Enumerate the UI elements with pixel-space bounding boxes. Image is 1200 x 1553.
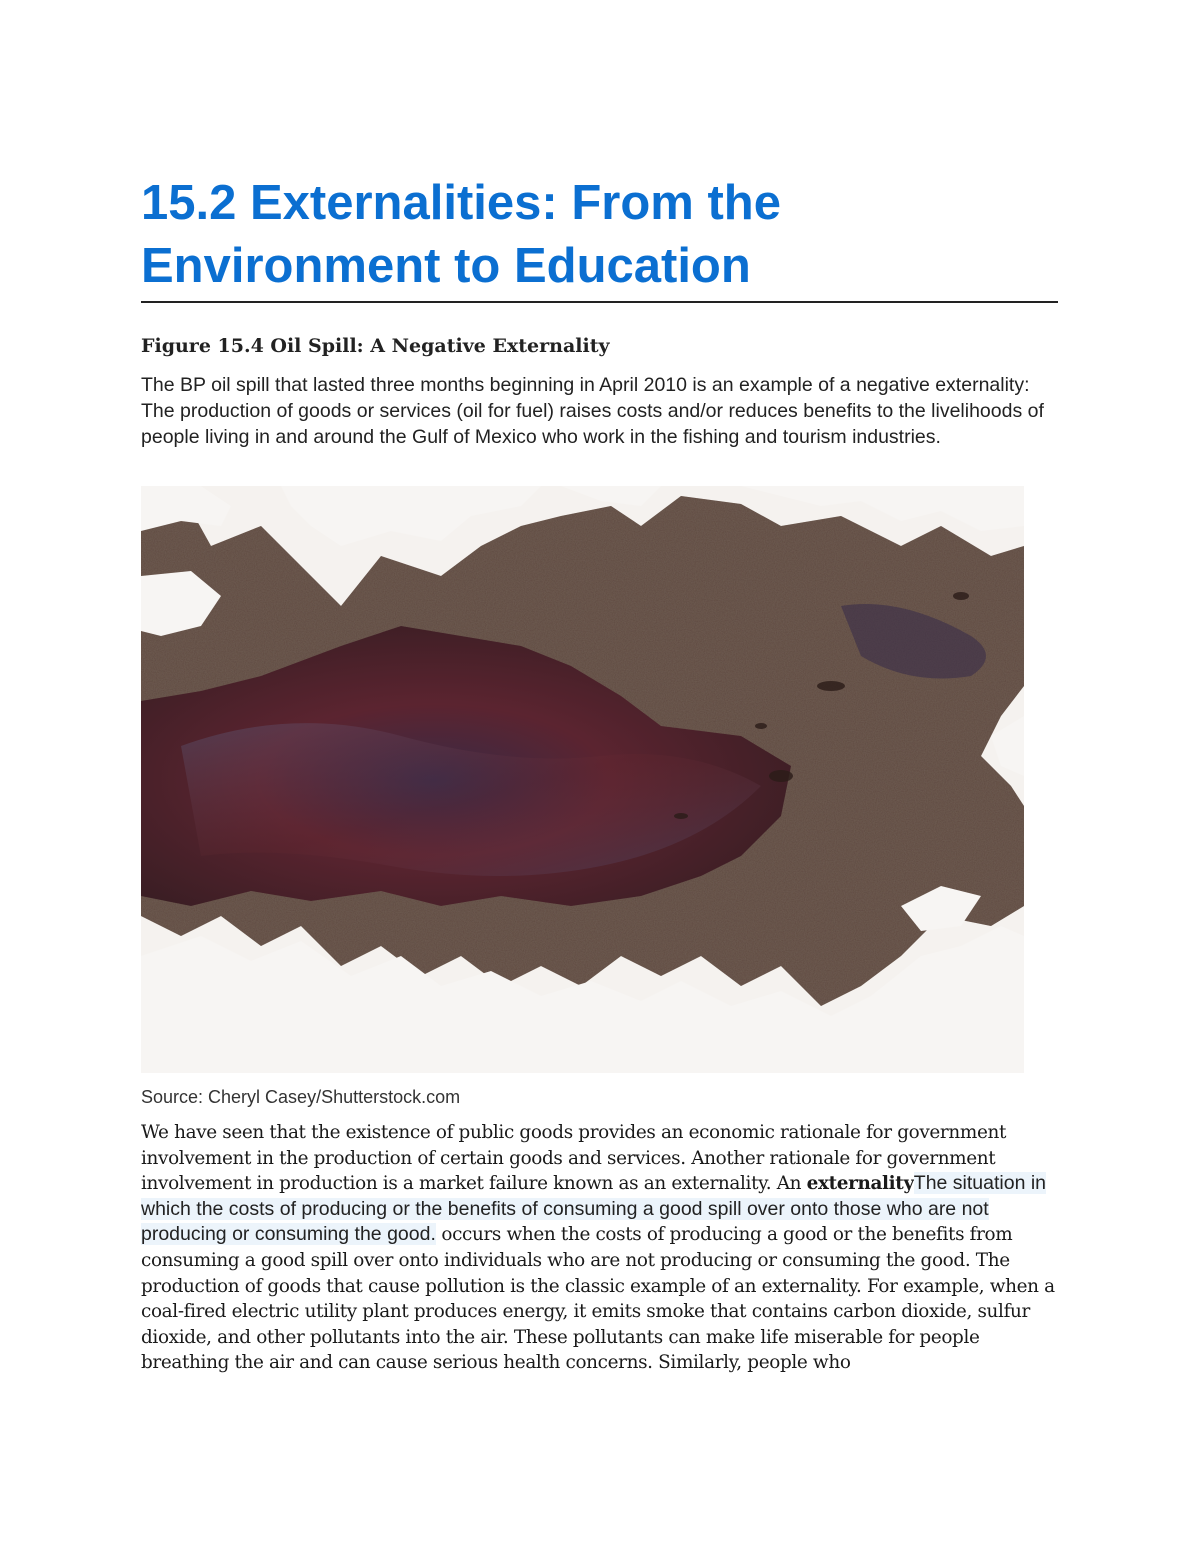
oil-spill-photo (141, 486, 1024, 1073)
body-text-continued: occurs when the costs of producing a good or the benefits from consuming a good spill over onto individuals who are not producing or consuming the good. The production of goods that cause pollution is the classic example of an externality. For example, when a coal-fired electric utility plant produces energy, it emits smoke that contains carbon dioxide, sulfur dioxide, and other pollutants into the air. These pollutants can make life miserable for people breathing the air and can cause serious health concerns. Similarly, people who (141, 1224, 1055, 1374)
glossary-definition: The situation in which the costs of producing or the benefits of consuming a good spill over onto those who are not producing or consuming the good. (141, 1172, 1047, 1246)
title-divider (141, 301, 1058, 303)
figure-caption: Figure 15.4 Oil Spill: A Negative Externality (141, 335, 610, 357)
body-paragraph (141, 1120, 1058, 1376)
image-source-credit: Source: Cheryl Casey/Shutterstock.com (141, 1087, 461, 1107)
oil-spill-image (141, 486, 1024, 1073)
figure-description: The BP oil spill that lasted three months beginning in April 2010 is an example of a negative externality: The production of goods or services (oil for fuel) raises costs and/or reduces benefits to the livelihoods of people living in and around the Gulf of Mexico who work in the fishing and tourism industries. (141, 374, 1044, 448)
glossary-term[interactable]: externality (806, 1173, 914, 1195)
section-title: 15.2 Externalities: From the Environment to Education (141, 176, 781, 293)
body-text-intro: We have seen that the existence of public goods provides an economic rationale for government involvement in the production of certain goods and services. Another rationale for government involvement in production is a market failure known as an externality. An (141, 1122, 1007, 1195)
